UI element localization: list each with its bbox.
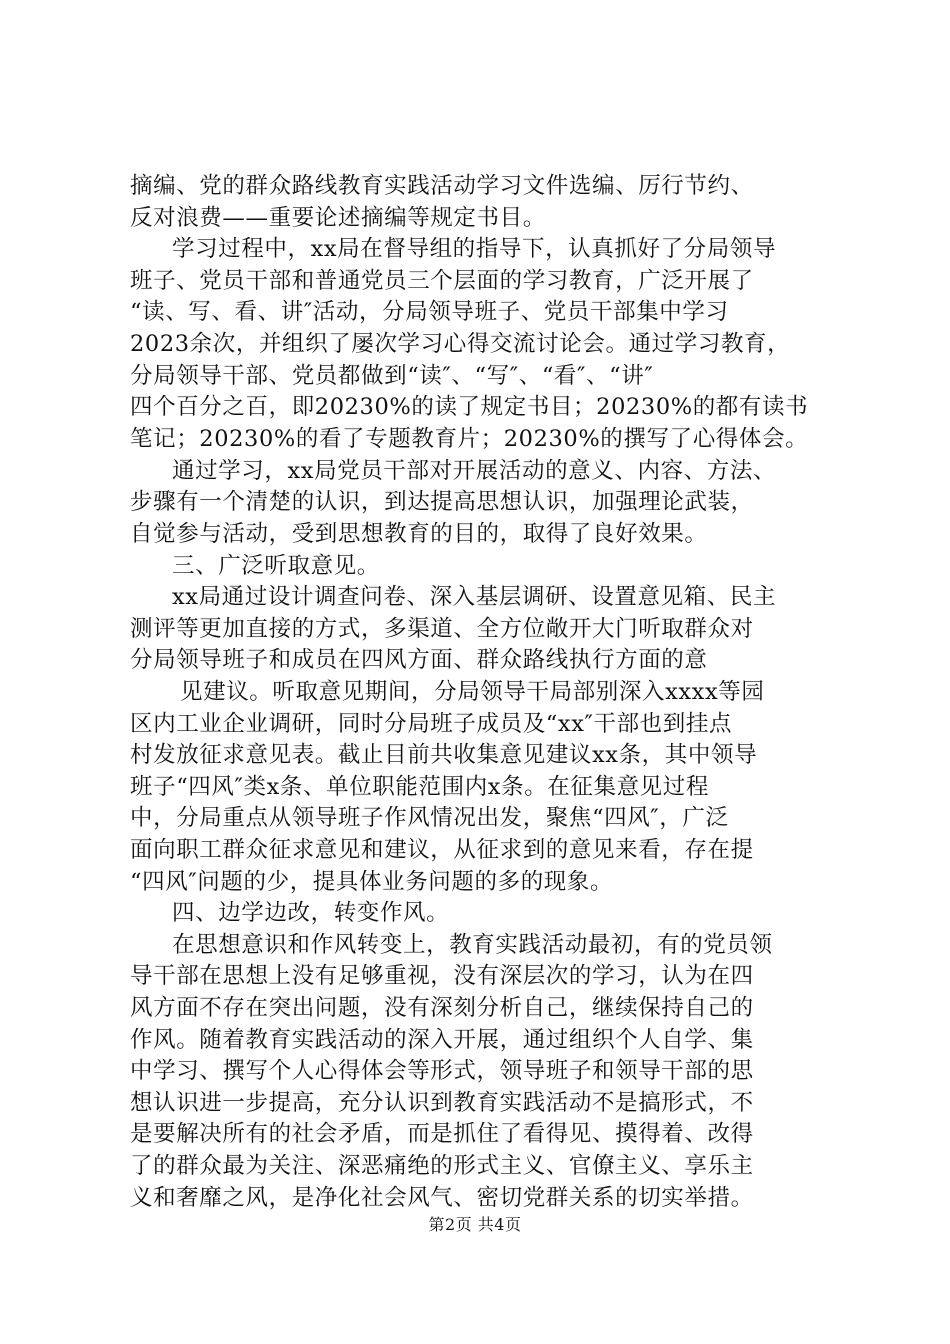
text-line: 分局领导班子和成员在四风方面、群众路线执行方面的意	[130, 647, 708, 673]
text-line: 班子、党员干部和普通党员三个层面的学习教育，广泛开展了	[130, 268, 754, 294]
text-line: 步骤有一个清楚的认识，到达提高思想认识，加强理论武装，	[130, 489, 754, 515]
text-line: 班子“四风″类x条、单位职能范围内x条。在征集意见过程	[130, 774, 709, 800]
text-line: 作风。随着教育实践活动的深入开展，通过组织个人自学、集	[130, 1027, 754, 1053]
text-line: 2023余次，并组织了屡次学习心得交流讨论会。通过学习教育，	[130, 331, 791, 357]
section-heading: 三、广泛听取意见。	[172, 553, 380, 579]
text-line: 导干部在思想上没有足够重视，没有深层次的学习，认为在四	[130, 963, 754, 989]
text-line: 义和奢靡之风，是净化社会风气、密切党群关系的切实举措。	[130, 1185, 754, 1211]
section-heading: 四、边学边改，转变作风。	[172, 900, 450, 926]
text-line: 中学习、撰写个人心得体会等形式，领导班子和领导干部的思	[130, 1058, 754, 1084]
text-line: 风方面不存在突出问题，没有深刻分析自己，继续保持自己的	[130, 995, 754, 1021]
text-line: 分局领导干部、党员都做到“读″、“写″、“看″、“讲″	[130, 363, 654, 389]
paragraph-start-line: 学习过程中，xx局在督导组的指导下，认真抓好了分局领导	[172, 236, 777, 262]
text-line: 自觉参与活动，受到思想教育的目的，取得了良好效果。	[130, 521, 708, 547]
text-line: 是要解决所有的社会矛盾，而是抓住了看得见、摸得着、改得	[130, 1121, 754, 1147]
text-line: 测评等更加直接的方式，多渠道、全方位敞开大门听取群众对	[130, 616, 754, 642]
text-line: 区内工业企业调研，同时分局班子成员及“xx″干部也到挂点	[130, 711, 733, 737]
text-line: “四风″问题的少，提具体业务问题的多的现象。	[130, 869, 614, 895]
text-line: “读、写、看、讲″活动，分局领导班子、党员干部集中学习	[130, 299, 729, 325]
paragraph-start-line: xx局通过设计调查问卷、深入基层调研、设置意见箱、民主	[172, 584, 777, 610]
text-line: 中，分局重点从领导班子作风情况出发，聚焦“四风″，广泛	[130, 805, 729, 831]
page-number-footer: 第2页 共4页	[428, 1215, 522, 1234]
text-line: 四个百分之百，即20230%的读了规定书目；20230%的都有读书	[130, 394, 809, 420]
text-line: 面向职工群众征求意见和建议，从征求到的意见来看，存在提	[130, 837, 754, 863]
text-line: 想认识进一步提高，充分认识到教育实践活动不是搞形式，不	[130, 1090, 754, 1116]
paragraph-start-line: 通过学习，xx局党员干部对开展活动的意义、内容、方法、	[172, 458, 777, 484]
text-line: 村发放征求意见表。截止目前共收集意见建议xx条，其中领导	[130, 742, 758, 768]
text-line: 见建议。听取意见期间，分局领导干局部别深入xxxx等园	[180, 679, 765, 705]
text-line: 笔记；20230%的看了专题教育片；20230%的撰写了心得体会。	[130, 426, 809, 452]
text-line: 反对浪费——重要论述摘编等规定书目。	[130, 205, 546, 231]
text-line: 了的群众最为关注、深恶痛绝的形式主义、官僚主义、享乐主	[130, 1153, 754, 1179]
paragraph-start-line: 在思想意识和作风转变上，教育实践活动最初，有的党员领	[172, 932, 773, 958]
text-line: 摘编、党的群众路线教育实践活动学习文件选编、厉行节约、	[130, 173, 754, 199]
